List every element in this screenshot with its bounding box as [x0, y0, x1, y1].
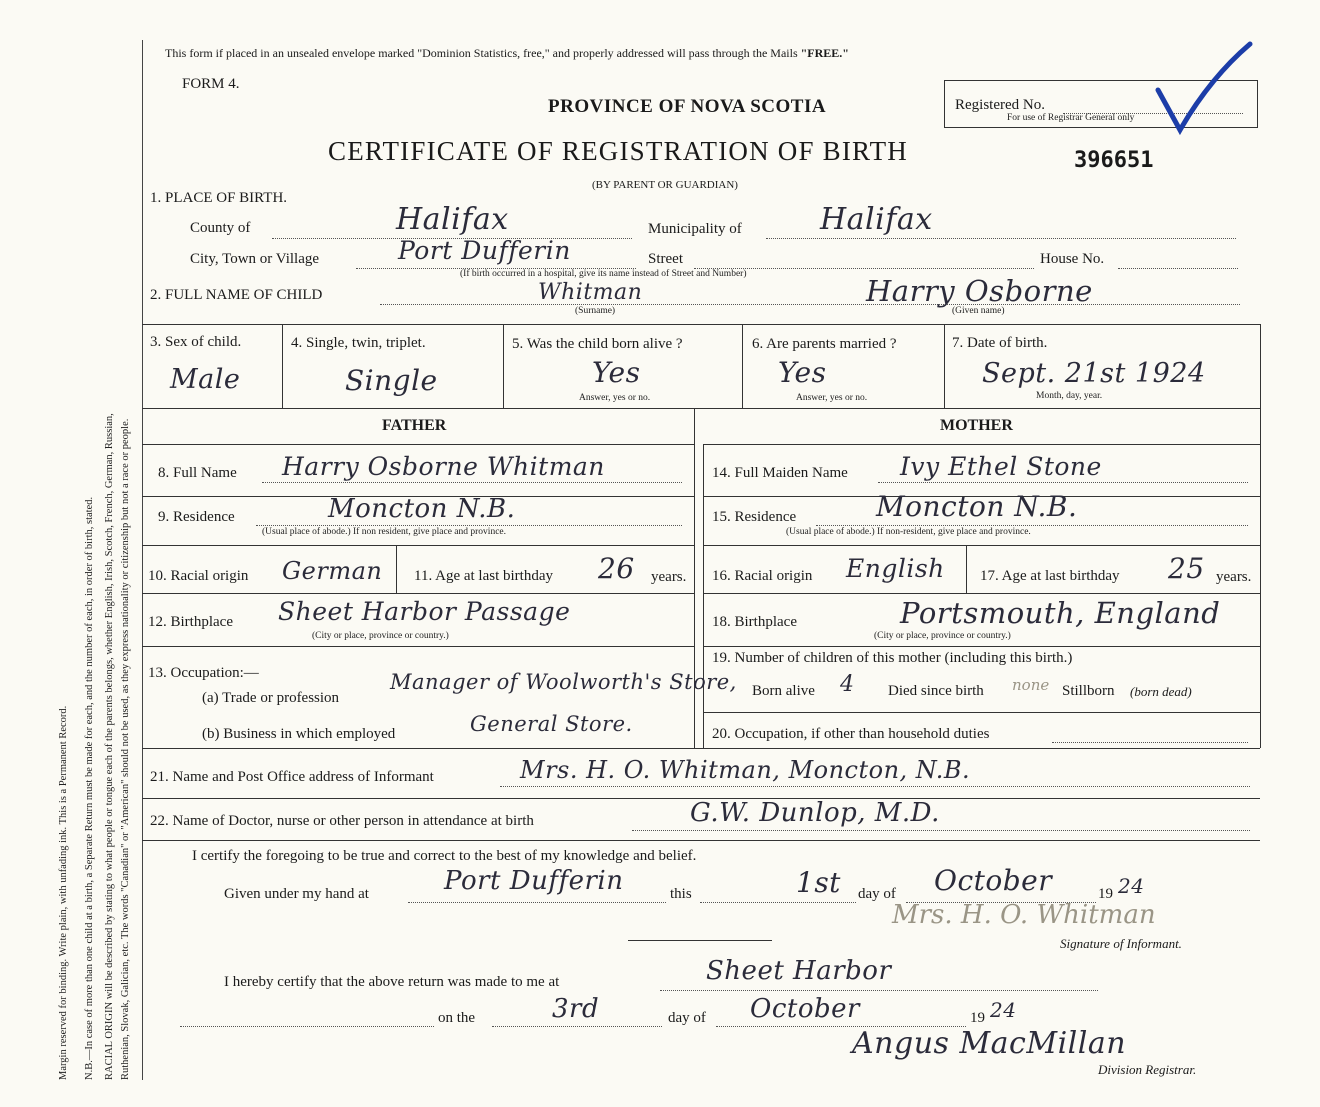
father-residence-value: Moncton N.B.: [328, 494, 516, 524]
father-name-value: Harry Osborne Whitman: [282, 452, 605, 481]
sex-label: 3. Sex of child.: [150, 334, 242, 350]
father-racial-label: 10. Racial origin: [148, 568, 249, 584]
year-value: 24: [1118, 874, 1145, 898]
born-alive-count-label: Born alive: [752, 683, 815, 699]
mother-residence-label: 15. Residence: [712, 509, 797, 525]
father-residence-label: 9. Residence: [158, 509, 235, 525]
born-alive-note: Answer, yes or no.: [579, 393, 651, 403]
surname-note: (Surname): [575, 306, 616, 316]
mother-age-value: 25: [1168, 552, 1205, 585]
certify-text: I certify the foregoing to be true and correct to the best of my knowledge and belief.: [192, 848, 697, 864]
place-of-birth-heading: 1. PLACE OF BIRTH.: [150, 190, 288, 206]
mother-residence-value: Moncton N.B.: [876, 490, 1078, 523]
business-value: General Store.: [470, 712, 633, 736]
day-of-label: day of: [858, 886, 896, 902]
city-label: City, Town or Village: [190, 251, 320, 267]
trade-label: (a) Trade or profession: [202, 690, 340, 706]
reg-month-value: October: [750, 994, 860, 1024]
checkmark-icon: [1150, 38, 1260, 158]
mother-racial-value: English: [846, 554, 945, 583]
born-alive-count-value: 4: [840, 672, 855, 697]
mother-occupation-label: 20. Occupation, if other than household duties: [712, 726, 990, 742]
born-alive-label: 5. Was the child born alive ?: [512, 336, 683, 352]
mother-age-label: 17. Age at last birthday: [980, 568, 1120, 584]
doctor-value: G.W. Dunlop, M.D.: [690, 798, 940, 828]
registered-label: Registered No.: [955, 97, 1045, 113]
given-name-value: Harry Osborne: [866, 274, 1093, 308]
form-number: FORM 4.: [182, 76, 240, 92]
father-residence-note: (Usual place of abode.) If non resident, give place and province.: [262, 527, 506, 537]
signature-label: Signature of Informant.: [1060, 936, 1182, 951]
reg-year-prefix: 19: [970, 1010, 985, 1026]
dob-label: 7. Date of birth.: [952, 335, 1048, 351]
mother-birthplace-note: (City or place, province or country.): [874, 631, 1011, 641]
month-value: October: [934, 864, 1053, 897]
given-name-note: (Given name): [952, 306, 1005, 316]
reg-day-value: 3rd: [552, 994, 600, 1024]
father-name-label: 8. Full Name: [158, 465, 237, 481]
stillborn-label: Stillborn: [1062, 683, 1115, 699]
died-label: Died since birth: [888, 683, 984, 699]
mother-birthplace-value: Portsmouth, England: [900, 596, 1221, 630]
this-label: this: [670, 886, 692, 902]
father-birthplace-value: Sheet Harbor Passage: [278, 597, 571, 626]
registrar-label: Division Registrar.: [1098, 1062, 1197, 1077]
surname-value: Whitman: [538, 280, 643, 305]
born-alive-value: Yes: [592, 356, 641, 389]
informant-signature: Mrs. H. O. Whitman: [892, 900, 1156, 930]
registered-note: For use of Registrar General only: [1007, 113, 1135, 123]
multiple-birth-label: 4. Single, twin, triplet.: [291, 335, 426, 351]
died-value: none: [1012, 676, 1050, 694]
dob-note: Month, day, year.: [1036, 391, 1103, 401]
father-birthplace-label: 12. Birthplace: [148, 614, 233, 630]
trade-value: Manager of Woolworth's Store,: [390, 670, 737, 694]
parents-married-note: Answer, yes or no.: [796, 393, 868, 403]
children-count-label: 19. Number of children of this mother (including this birth.): [712, 650, 1073, 666]
father-age-unit: years.: [651, 569, 687, 585]
certificate-subtitle: (BY PARENT OR GUARDIAN): [592, 179, 738, 191]
father-age-label: 11. Age at last birthday: [414, 568, 553, 584]
margin-note-3: RACIAL ORIGIN will be described by stating to what people or tongue each of the parents belongs, whether English, Irish, Scotch, French, German, Russian,: [104, 413, 115, 1080]
county-label: County of: [190, 220, 251, 236]
margin-note-4: Ruthenian, Slovak, Galician, etc. The words "Canadian" or "American" should not be used, as they express nationality or citizenship but not a race or people.: [120, 418, 131, 1080]
given-place-value: Port Dufferin: [444, 866, 624, 896]
informant-label: 21. Name and Post Office address of Informant: [150, 769, 434, 785]
mother-birthplace-label: 18. Birthplace: [712, 614, 797, 630]
mother-name-label: 14. Full Maiden Name: [712, 465, 848, 481]
margin-note-1: Margin reserved for binding. Write plain, with unfading ink. This is a Permanent Record.: [58, 705, 69, 1080]
mail-notice-free: "FREE.": [800, 46, 849, 60]
stillborn-note: (born dead): [1130, 684, 1192, 699]
house-label: House No.: [1040, 251, 1105, 267]
informant-value: Mrs. H. O. Whitman, Moncton, N.B.: [520, 756, 971, 784]
province-heading: PROVINCE OF NOVA SCOTIA: [548, 96, 827, 117]
multiple-birth-value: Single: [345, 364, 438, 397]
reg-year-value: 24: [990, 998, 1017, 1022]
reg-day-of-label: day of: [668, 1010, 706, 1026]
registrar-place: Sheet Harbor: [706, 956, 892, 986]
mother-name-value: Ivy Ethel Stone: [900, 452, 1102, 481]
given-under-label: Given under my hand at: [224, 886, 369, 902]
on-the-label: on the: [438, 1010, 476, 1026]
municipality-value: Halifax: [820, 202, 933, 237]
county-value: Halifax: [396, 202, 509, 237]
margin-rule: [142, 40, 143, 1080]
year-prefix: 19: [1098, 886, 1113, 902]
child-name-label: 2. FULL NAME OF CHILD: [150, 287, 323, 303]
day-value: 1st: [796, 866, 841, 899]
mail-notice: [165, 46, 849, 61]
stamp-number: 396651: [1074, 148, 1154, 173]
mother-heading: MOTHER: [940, 417, 1013, 434]
father-heading: FATHER: [382, 417, 447, 434]
municipality-label: Municipality of: [648, 221, 742, 237]
mail-notice-text: This form if placed in an unsealed envelope marked "Dominion Statistics, free," and properly addressed will pass through the Mails: [165, 46, 798, 60]
registrar-signature: Angus MacMillan: [852, 1026, 1127, 1061]
sex-value: Male: [170, 364, 241, 395]
parents-married-value: Yes: [778, 356, 827, 389]
father-occupation-label: 13. Occupation:—: [148, 665, 259, 681]
street-label: Street: [648, 251, 683, 267]
registrar-text: I hereby certify that the above return was made to me at: [224, 974, 560, 990]
father-racial-value: German: [282, 557, 383, 585]
father-age-value: 26: [598, 552, 635, 585]
business-label: (b) Business in which employed: [202, 726, 396, 742]
certificate-title: CERTIFICATE OF REGISTRATION OF BIRTH: [328, 136, 908, 166]
doctor-label: 22. Name of Doctor, nurse or other person in attendance at birth: [150, 813, 534, 829]
mother-age-unit: years.: [1216, 569, 1252, 585]
mother-racial-label: 16. Racial origin: [712, 568, 813, 584]
father-birthplace-note: (City or place, province or country.): [312, 631, 449, 641]
hospital-note: (If birth occurred in a hospital, give its name instead of Street and Number): [460, 269, 747, 279]
dob-value: Sept. 21st 1924: [982, 358, 1206, 389]
city-value: Port Dufferin: [398, 236, 571, 265]
margin-note-2: N.B.—In case of more than one child at a birth, a Separate Return must be made for each, and the number of each, in order of birth, stated.: [84, 496, 95, 1080]
parents-married-label: 6. Are parents married ?: [752, 336, 897, 352]
mother-residence-note: (Usual place of abode.) If non-resident, give place and province.: [786, 527, 1031, 537]
